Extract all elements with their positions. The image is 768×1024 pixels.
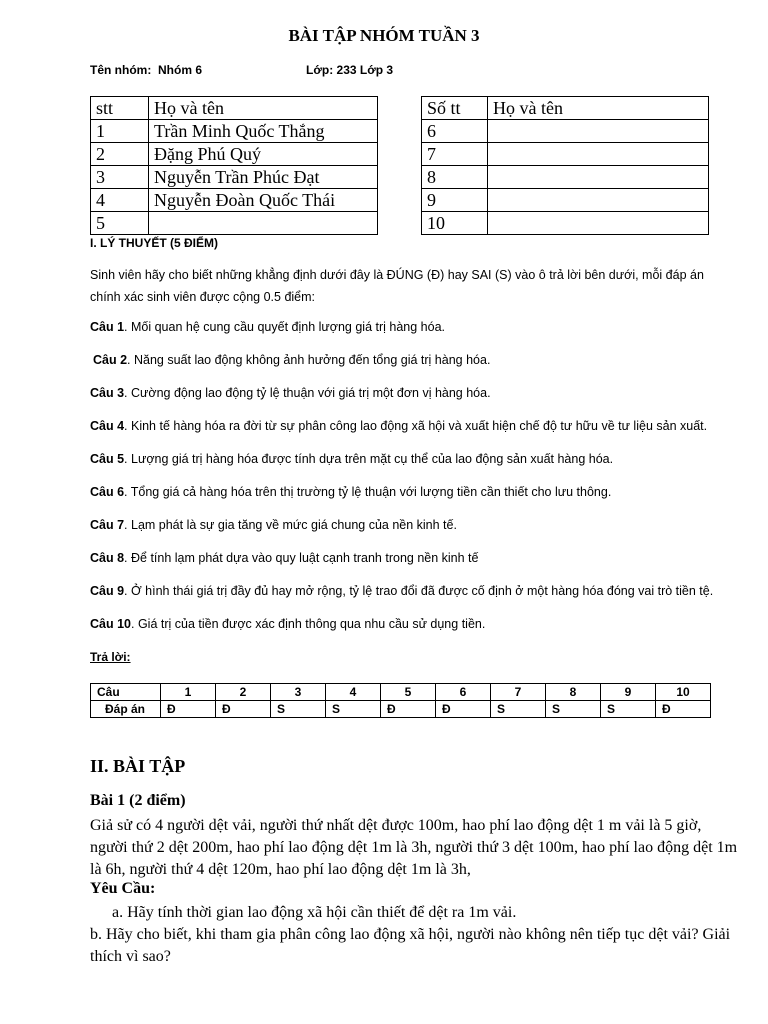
member-index: 3 xyxy=(91,166,149,189)
table-row xyxy=(422,212,709,235)
answer-cell: S xyxy=(326,701,381,718)
table-row xyxy=(91,143,378,166)
member-name: Nguyễn Trần Phúc Đạt xyxy=(149,166,378,189)
question-text: . Mối quan hệ cung cầu quyết định lượng giá trị hàng hóa. xyxy=(124,320,445,334)
question-number: 8 xyxy=(546,684,601,701)
question-9 xyxy=(90,584,713,598)
question-6 xyxy=(90,485,611,499)
group-class-value: 233 Lớp 3 xyxy=(336,63,394,77)
theory-heading: I. LÝ THUYẾT (5 ĐIỂM) xyxy=(90,236,219,250)
table-row xyxy=(422,120,709,143)
question-8 xyxy=(90,551,478,565)
members-table-right xyxy=(421,96,709,235)
answer-cell: Đ xyxy=(381,701,436,718)
member-index: 1 xyxy=(91,120,149,143)
table-row xyxy=(91,166,378,189)
question-2 xyxy=(93,353,490,367)
question-text: . Kinh tế hàng hóa ra đời từ sự phân công lao động xã hội và xuất hiện chế độ tư hữu về tư liệu sản xuất. xyxy=(124,419,708,433)
member-name xyxy=(488,212,709,235)
member-name xyxy=(488,189,709,212)
answer-cell: S xyxy=(271,701,326,718)
table-row xyxy=(91,97,378,120)
answer-row-label: Đáp án xyxy=(91,701,161,718)
question-text: . Lượng giá trị hàng hóa được tính dựa trên mặt cụ thể của lao động sản xuất hàng hóa. xyxy=(124,452,614,466)
question-number: 10 xyxy=(656,684,711,701)
members-table-left xyxy=(90,96,378,235)
answer-table xyxy=(90,683,711,718)
group-name-line xyxy=(90,63,202,77)
question-number: 2 xyxy=(216,684,271,701)
answer-cell: S xyxy=(601,701,656,718)
header-name: Họ và tên xyxy=(149,97,378,120)
group-class-label: Lớp: xyxy=(306,63,334,77)
exercise-1-text: Giả sử có 4 người dệt vải, người thứ nhất dệt được 100m, hao phí lao động dệt 1 m vải là 5 giờ, người thứ 2 dệt 200m, hao phí lao động dệt 1m là 3h, người thứ 3 dệt 100m, hao phí lao động dệt 1m là 6h, người thứ 4 dệt 120m, hao phí lao động dệt 1m là 3h, xyxy=(90,817,738,878)
member-index: 6 xyxy=(422,120,488,143)
question-number: 4 xyxy=(326,684,381,701)
member-name xyxy=(488,120,709,143)
table-row xyxy=(91,120,378,143)
question-label: Câu 10 xyxy=(90,617,131,631)
table-row xyxy=(91,212,378,235)
question-text: . Năng suất lao động không ảnh hưởng đến tổng giá trị hàng hóa. xyxy=(127,353,491,367)
question-number: 7 xyxy=(491,684,546,701)
question-text: . Để tính lạm phát dựa vào quy luật cạnh tranh trong nền kinh tế xyxy=(124,551,479,565)
answer-cell: Đ xyxy=(161,701,216,718)
question-5 xyxy=(90,452,613,466)
question-text: . Giá trị của tiền được xác định thông qua nhu cầu sử dụng tiền. xyxy=(131,617,486,631)
answer-cell: S xyxy=(491,701,546,718)
requirement-item-a: a. Hãy tính thời gian lao động xã hội cần thiết để dệt ra 1m vải. xyxy=(112,904,517,921)
question-text: . Lạm phát là sự gia tăng về mức giá chung của nền kinh tế. xyxy=(124,518,457,532)
question-label: Câu 6 xyxy=(90,485,125,499)
question-text: . Ở hình thái giá trị đầy đủ hay mở rộng, tỷ lệ trao đổi đã được cố định ở một hàng hóa đóng vai trò tiền tệ. xyxy=(124,584,714,598)
table-row xyxy=(91,684,711,701)
member-index: 2 xyxy=(91,143,149,166)
exercise-1-title: Bài 1 (2 điểm) xyxy=(90,792,186,809)
header-so-tt: Số tt xyxy=(422,97,488,120)
theory-instruction: Sinh viên hãy cho biết những khẳng định dưới đây là ĐÚNG (Đ) hay SAI (S) vào ô trả lời bên dưới, mỗi đáp án chính xác sinh viên được cộng 0.5 điểm: xyxy=(90,268,704,304)
question-label: Câu 2 xyxy=(93,353,128,367)
table-row xyxy=(422,143,709,166)
table-row xyxy=(422,97,709,120)
header-stt: stt xyxy=(91,97,149,120)
question-number: 1 xyxy=(161,684,216,701)
question-label: Câu 3 xyxy=(90,386,125,400)
answer-row-label: Câu xyxy=(91,684,161,701)
question-number: 9 xyxy=(601,684,656,701)
question-number: 5 xyxy=(381,684,436,701)
question-4 xyxy=(90,419,707,433)
header-name: Họ và tên xyxy=(488,97,709,120)
member-name xyxy=(488,143,709,166)
answer-cell: Đ xyxy=(656,701,711,718)
question-label: Câu 8 xyxy=(90,551,125,565)
member-index: 5 xyxy=(91,212,149,235)
member-name: Trần Minh Quốc Thắng xyxy=(149,120,378,143)
member-index: 10 xyxy=(422,212,488,235)
member-index: 7 xyxy=(422,143,488,166)
exercises-heading: II. BÀI TẬP xyxy=(90,756,186,776)
table-row xyxy=(422,166,709,189)
question-7 xyxy=(90,518,457,532)
question-label: Câu 4 xyxy=(90,419,125,433)
question-label: Câu 9 xyxy=(90,584,125,598)
requirement-item-b: b. Hãy cho biết, khi tham gia phân công lao động xã hội, người nào không nên tiếp tục dệt vải? Giải thích vì sao? xyxy=(90,926,731,965)
question-1 xyxy=(90,320,445,334)
question-text: . Cường động lao động tỷ lệ thuận với giá trị một đơn vị hàng hóa. xyxy=(124,386,491,400)
question-label: Câu 7 xyxy=(90,518,125,532)
question-10 xyxy=(90,617,485,631)
question-number: 6 xyxy=(436,684,491,701)
group-class-line xyxy=(306,63,393,77)
member-index: 9 xyxy=(422,189,488,212)
member-index: 4 xyxy=(91,189,149,212)
question-text: . Tổng giá cả hàng hóa trên thị trường tỷ lệ thuận với lượng tiền cần thiết cho lưu thông. xyxy=(124,485,612,499)
member-name: Đặng Phú Quý xyxy=(149,143,378,166)
member-name xyxy=(149,212,378,235)
answer-label: Trả lời: xyxy=(90,650,131,664)
member-name: Nguyễn Đoàn Quốc Thái xyxy=(149,189,378,212)
table-row xyxy=(422,189,709,212)
member-name xyxy=(488,166,709,189)
question-number: 3 xyxy=(271,684,326,701)
requirement-label: Yêu Cầu: xyxy=(90,880,156,897)
group-name-label: Tên nhóm: xyxy=(90,63,152,77)
answer-cell: Đ xyxy=(216,701,271,718)
page-title: BÀI TẬP NHÓM TUẦN 3 xyxy=(288,26,480,45)
question-label: Câu 1 xyxy=(90,320,125,334)
answer-cell: Đ xyxy=(436,701,491,718)
table-row xyxy=(91,701,711,718)
question-3 xyxy=(90,386,491,400)
member-index: 8 xyxy=(422,166,488,189)
group-name-value: Nhóm 6 xyxy=(158,63,203,77)
question-label: Câu 5 xyxy=(90,452,125,466)
table-row xyxy=(91,189,378,212)
answer-cell: S xyxy=(546,701,601,718)
